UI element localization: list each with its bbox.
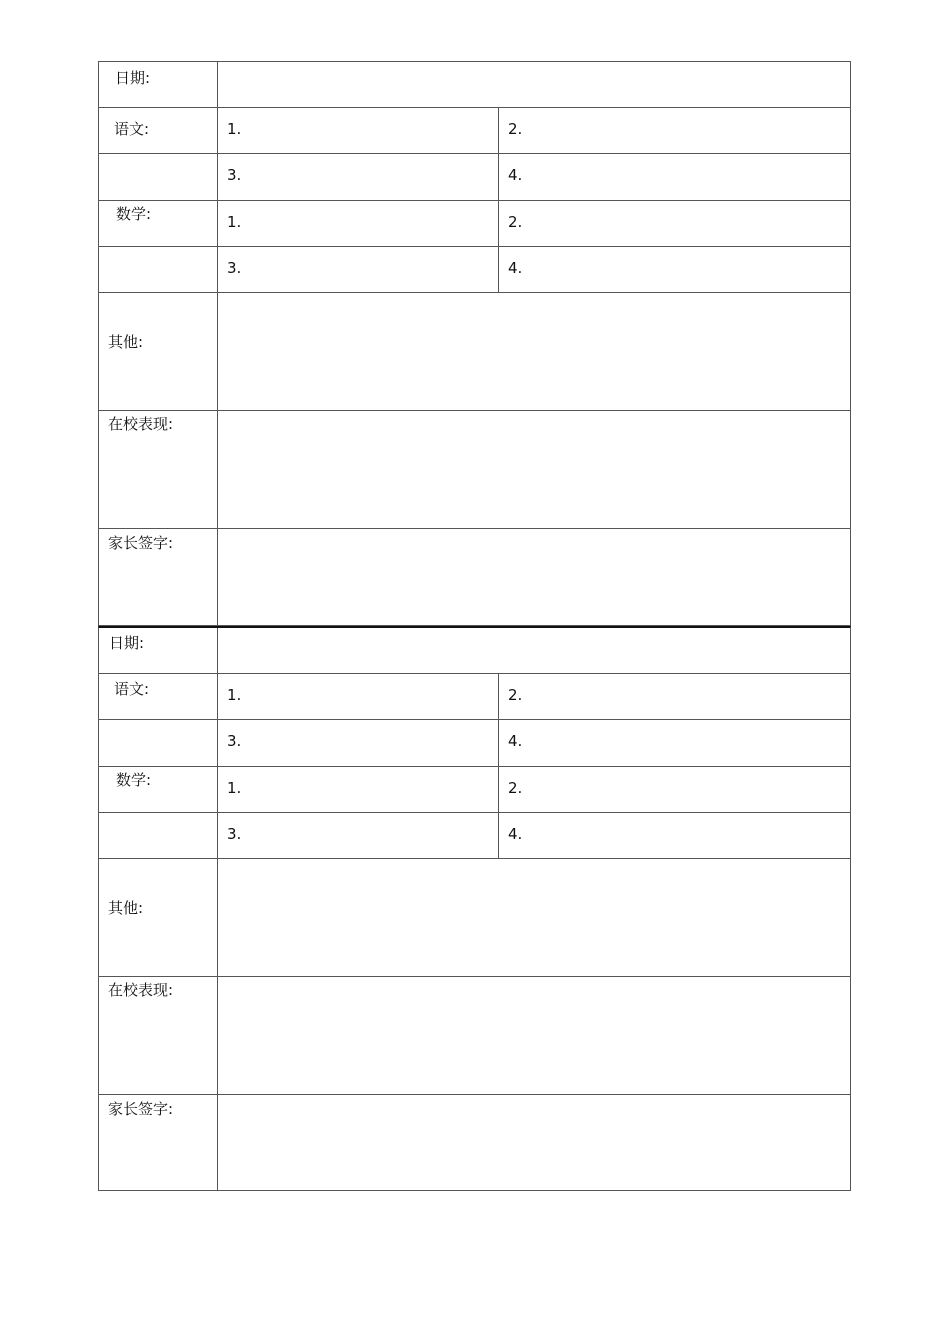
record-block-2 bbox=[98, 626, 851, 1191]
other-label: 其他: bbox=[108, 333, 144, 351]
parent-label-cell bbox=[99, 1095, 218, 1191]
item-number: 3. bbox=[227, 732, 242, 750]
item-number: 2. bbox=[508, 213, 523, 231]
chinese-item-3[interactable] bbox=[218, 720, 499, 766]
school-performance-row bbox=[99, 411, 850, 529]
chinese-label-cell bbox=[99, 108, 218, 153]
math-label: 数学: bbox=[116, 771, 152, 789]
math-item-3[interactable] bbox=[218, 247, 499, 292]
chinese-row-1 bbox=[99, 674, 850, 720]
chinese-label: 语文: bbox=[114, 680, 150, 698]
other-row bbox=[99, 293, 850, 411]
school-label-cell bbox=[99, 411, 218, 528]
parent-signature-label: 家长签字: bbox=[108, 534, 174, 552]
parent-signature-label: 家长签字: bbox=[108, 1100, 174, 1118]
math-item-2[interactable] bbox=[499, 767, 850, 812]
math-item-1[interactable] bbox=[218, 201, 499, 246]
empty-label-cell bbox=[99, 154, 218, 200]
chinese-item-2[interactable] bbox=[499, 674, 850, 719]
item-number: 2. bbox=[508, 120, 523, 138]
other-label: 其他: bbox=[108, 899, 144, 917]
chinese-item-2[interactable] bbox=[499, 108, 850, 153]
item-number: 3. bbox=[227, 825, 242, 843]
school-performance-field[interactable] bbox=[218, 977, 850, 1094]
date-row bbox=[99, 628, 850, 674]
chinese-item-4[interactable] bbox=[499, 720, 850, 766]
other-label-cell bbox=[99, 293, 218, 410]
chinese-item-3[interactable] bbox=[218, 154, 499, 200]
math-item-4[interactable] bbox=[499, 247, 850, 292]
date-row bbox=[99, 62, 850, 108]
date-label: 日期: bbox=[109, 634, 145, 652]
date-label: 日期: bbox=[115, 69, 151, 87]
math-label-cell bbox=[99, 201, 218, 246]
empty-label-cell bbox=[99, 720, 218, 766]
math-row-2 bbox=[99, 247, 850, 293]
item-number: 4. bbox=[508, 259, 523, 277]
item-number: 1. bbox=[227, 120, 242, 138]
empty-label-cell bbox=[99, 247, 218, 292]
math-item-2[interactable] bbox=[499, 201, 850, 246]
item-number: 4. bbox=[508, 732, 523, 750]
school-performance-label: 在校表现: bbox=[108, 981, 174, 999]
parent-signature-field[interactable] bbox=[218, 529, 850, 625]
other-label-cell bbox=[99, 859, 218, 976]
parent-signature-row bbox=[99, 1095, 850, 1191]
chinese-item-4[interactable] bbox=[499, 154, 850, 200]
chinese-label-cell bbox=[99, 674, 218, 719]
math-label-cell bbox=[99, 767, 218, 812]
item-number: 4. bbox=[508, 825, 523, 843]
item-number: 1. bbox=[227, 213, 242, 231]
parent-signature-row bbox=[99, 529, 850, 625]
other-field[interactable] bbox=[218, 293, 850, 410]
math-row-2 bbox=[99, 813, 850, 859]
parent-signature-field[interactable] bbox=[218, 1095, 850, 1191]
record-block-1 bbox=[98, 61, 851, 626]
math-item-4[interactable] bbox=[499, 813, 850, 858]
item-number: 2. bbox=[508, 779, 523, 797]
school-performance-label: 在校表现: bbox=[108, 415, 174, 433]
chinese-item-1[interactable] bbox=[218, 108, 499, 153]
date-field[interactable] bbox=[218, 62, 850, 107]
date-field[interactable] bbox=[218, 628, 850, 673]
other-row bbox=[99, 859, 850, 977]
school-performance-field[interactable] bbox=[218, 411, 850, 528]
item-number: 3. bbox=[227, 259, 242, 277]
chinese-label: 语文: bbox=[114, 120, 150, 138]
math-row-1 bbox=[99, 201, 850, 247]
parent-label-cell bbox=[99, 529, 218, 625]
other-field[interactable] bbox=[218, 859, 850, 976]
math-item-1[interactable] bbox=[218, 767, 499, 812]
item-number: 1. bbox=[227, 779, 242, 797]
empty-label-cell bbox=[99, 813, 218, 858]
math-item-3[interactable] bbox=[218, 813, 499, 858]
school-label-cell bbox=[99, 977, 218, 1094]
item-number: 2. bbox=[508, 686, 523, 704]
date-label-cell bbox=[99, 62, 218, 107]
math-row-1 bbox=[99, 767, 850, 813]
chinese-row-2 bbox=[99, 154, 850, 201]
item-number: 3. bbox=[227, 166, 242, 184]
item-number: 4. bbox=[508, 166, 523, 184]
school-performance-row bbox=[99, 977, 850, 1095]
homework-record-sheet bbox=[98, 61, 851, 1191]
chinese-item-1[interactable] bbox=[218, 674, 499, 719]
date-label-cell bbox=[99, 628, 218, 673]
chinese-row-1 bbox=[99, 108, 850, 154]
math-label: 数学: bbox=[116, 205, 152, 223]
item-number: 1. bbox=[227, 686, 242, 704]
chinese-row-2 bbox=[99, 720, 850, 767]
